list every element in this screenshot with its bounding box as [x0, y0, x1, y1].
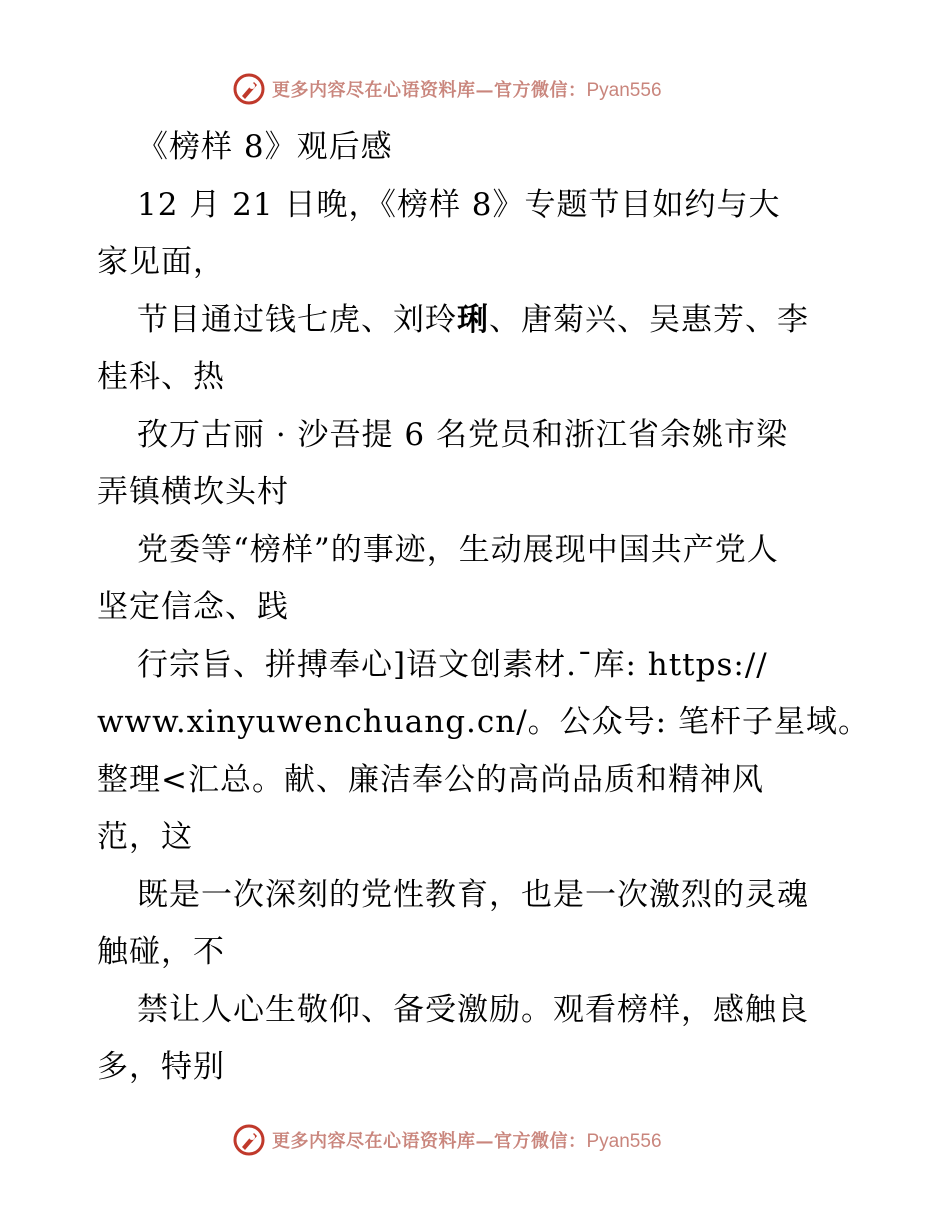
pen-logo-icon	[232, 1123, 266, 1157]
text-line: 行宗旨、拼搏奉心]语文创素材.¯库: https://	[137, 646, 768, 683]
text-line: 家见面，	[97, 244, 225, 280]
text-line: 多，特别	[97, 1049, 225, 1085]
document-title: 《榜样 8》观后感	[137, 129, 393, 165]
text-line: 孜万古丽 · 沙吾提 6 名党员和浙江省余姚市梁	[137, 416, 788, 453]
text-line: 触碰，不	[97, 934, 225, 970]
bold-character: 琍	[457, 301, 489, 338]
text-line: 党委等“榜样”的事迹，生动展现中国共产党人	[137, 531, 779, 568]
footer-wechat-id: Pyan556	[586, 1131, 662, 1152]
header-wechat-id: Pyan556	[586, 80, 662, 101]
footer-banner-text: 更多内容尽在心语资料库—官方微信：Pyan556	[272, 1131, 662, 1152]
text-line: 桂科、热	[97, 359, 225, 395]
text-line: 既是一次深刻的党性教育，也是一次激烈的灵魂	[137, 876, 809, 913]
text-line: 弄镇横坎头村	[97, 474, 289, 510]
document-body	[97, 119, 870, 1097]
pen-logo-icon	[232, 72, 266, 106]
text-line: 12 月 21 日晚，《榜样 8》专题节目如约与大	[137, 186, 781, 223]
text-line: 整理<汇总。献、廉洁奉公的高尚品质和精神风	[97, 761, 764, 798]
text-line: 坚定信念、践	[97, 589, 289, 625]
text-line: www.xinyuwenchuang.cn/。公众号: 笔杆子星域。	[97, 704, 870, 740]
footer-banner	[232, 1123, 712, 1157]
header-banner-text: 更多内容尽在心语资料库—官方微信：Pyan556	[272, 80, 662, 101]
header-banner	[232, 72, 712, 106]
text-line: 禁让人心生敬仰、备受激励。观看榜样，感触良	[137, 991, 809, 1028]
text-line: 范，这	[97, 819, 193, 855]
text-line: 节目通过钱七虎、刘玲琍、唐菊兴、吴惠芳、李	[137, 301, 809, 338]
